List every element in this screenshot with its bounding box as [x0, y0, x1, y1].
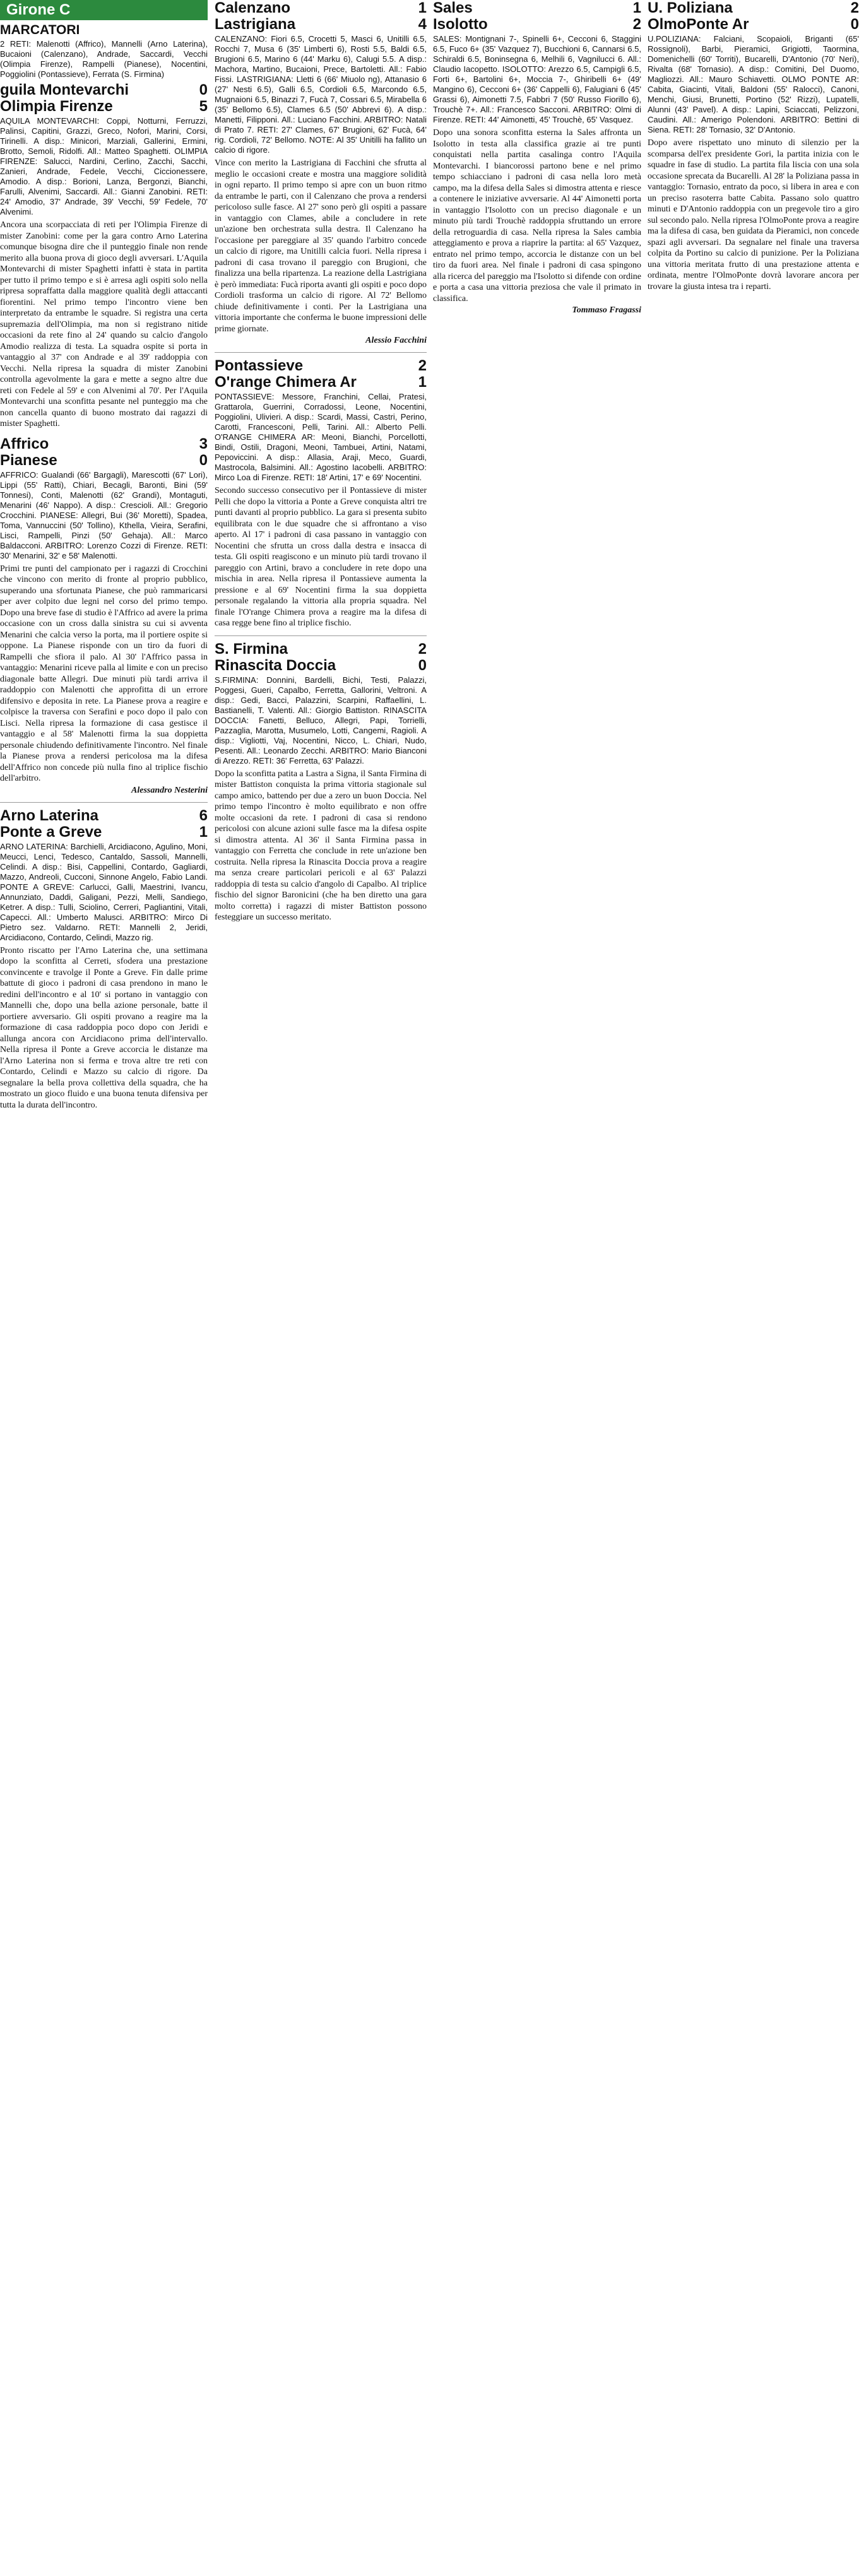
team-row-away: [0, 98, 208, 115]
team-score: 1: [632, 0, 641, 16]
match-report: [0, 82, 208, 430]
match-lineups: S.FIRMINA: Donnini, Bardelli, Bichi, Testi, Palazzi, Poggesi, Gueri, Capalbo, Ferretta, Gallorini, Veltroni. A disp.: Gedi, Bacci, Palazzini, Scarpini, Raffaellini, L. Bastianelli, T. Valenti. All.: Giorgio Battiston. RINASCITA DOCCIA: Fanetti, Belluco, Allegri, Papi, Torrielli, Pazzaglia, Marotta, Musumelo, Lotti, Cangemi, Ragioli. A disp.: Vigliotti, Vaj, Nocentini, Nicco, L. Chiari, Nudo, Pesenti. All.: Leonardo Zecchi. ARBITRO: Mario Bianconi di Arezzo. RETI: 36' Ferretta, 63' Palazzi.: [215, 675, 427, 765]
match-report: [215, 641, 427, 923]
team-name: Lastrigiana: [215, 16, 296, 33]
column-1: [0, 0, 208, 2576]
team-row-home: [648, 0, 859, 16]
column-4: [648, 0, 859, 2576]
team-score: 0: [199, 451, 208, 469]
team-score: 1: [418, 0, 427, 16]
match-lineups: AFFRICO: Gualandi (66' Bargagli), Marescotti (67' Lori), Lippi (55' Ratti), Chiari, Becagli, Baronti, Bini (59' Tonnesi), Conti, Malenotti (62' Grandi), Montaguti, Menarini (46' Nappo). A disp.: Crescioli. All.: Gregorio Crocchini. PIANESE: Allegri, Bui (36' Moretti), Spadea, Toma, Vannuccini (50' Tollino), Kthella, Vieira, Serafini, Lisci, Rampelli, Pinzi (50' Gehaja). All.: Marco Baldacconi. ARBITRO: Lorenzo Cozzi di Firenze. RETI: 30' Menarini, 32' e 58' Malenotti.: [0, 470, 208, 560]
match-lineups: AQUILA MONTEVARCHI: Coppi, Notturni, Ferruzzi, Palinsi, Capitini, Grazzi, Greco, Nofori, Marini, Corsi, Tirinelli. A disp.: Minicori, Marziali, Gallerini, Ermini, Brotto, Semoli, Ridolfi. All.: Matteo Spaghetti. OLIMPIA FIRENZE: Salucci, Nardini, Cerlino, Zacchi, Sacchi, Zanieri, Andrade, Fedele, Vecchi, Ciccionessere, Amodio. A disp.: Borioni, Lanza, Bergonzi, Bianchi, Farulli, Alvenimi, Saccardi. All.: Gianni Zanobini. RETI: 24' Amodio, 37' Andrade, 39' Vecchi, 59' Fedele, 70' Alvenimi.: [0, 116, 208, 216]
team-score: 3: [199, 435, 208, 452]
match-report: [648, 0, 859, 292]
match-report: [0, 808, 208, 1111]
girone-header: Girone C: [0, 0, 208, 20]
team-row-home: [0, 808, 208, 824]
match-lineups: U.POLIZIANA: Falciani, Scopaioli, Briganti (65' Rossignoli), Barbi, Pieramici, Grigiotti, Taormina, Domenichelli (60' Torriti), Bucarelli, D'Antonio (70' Neri), Rivalta (68' Tornasio). A disp.: Comitini, Del Duomo, Magliozzi. All.: Mauro Schiavetti. OLMO PONTE AR: Cabita, Giacinti, Vitali, Baldoni (55' Ralocci), Canoni, Menchi, Giusi, Brunetti, Portino (52' Rizzi), Lupatelli, Alunni (43' Pavel). A disp.: Lapini, Sciaccati, Pelizzoni, Caudini. All.: Amerigo Polendoni. ARBITRO: Bettini di Siena. RETI: 28' Tornasio, 32' D'Antonio.: [648, 34, 859, 134]
team-row-home: [0, 436, 208, 452]
article-author: Tommaso Fragassi: [572, 305, 641, 315]
match-lineups: CALENZANO: Fiori 6.5, Crocetti 5, Masci 6, Unitilli 6.5, Rocchi 7, Musa 6 (35' Limberti 6), Rosti 5.5, Baldi 6.5, Brugioni 6.5, Marino 6 (44' Marku 6), Calugi 5.5. A disp.: Machora, Martino, Bucaioni, Prece, Bartoletti. All.: Fabio Fissi. LASTRIGIANA: Lletti 6 (66' Miuolo ng), Attanasio 6 (27' Nesti 6.5), Galli 6.5, Cordioli 6.5, Marcondo 6.5, Mugnaioni 6.5, Binazzi 7, Fucà 7, Cossari 6.5, Mirabella 6 (35' Bellomo 6.5), Clames 6.5 (50' Abbrevi 6). A disp.: Manetti, Filipponi. All.: Luciano Facchini. ARBITRO: Natali di Prato 7. RETI: 27' Clames, 67' Brugioni, 62' Fucà, 64' rig. Cordioli, 72' Bellomo. NOTE: Al 35' Unitilli ha fallito un calcio di rigore.: [215, 34, 427, 155]
team-name: Affrico: [0, 435, 49, 452]
team-score: 5: [199, 98, 208, 115]
marcatori-text: 2 RETI: Malenotti (Affrico), Mannelli (Arno Laterina), Bucaioni (Calenzano), Andrade, Saccardi, Vecchi (Olimpia Firenze), Rampelli (Pianese), Nocentini, Poggiolini (Pontassieve), Ferrata (S. Firmina): [0, 39, 208, 79]
team-row-away: [433, 16, 641, 33]
team-name: Olimpia Firenze: [0, 98, 113, 115]
match-article: Dopo la sconfitta patita a Lastra a Signa, il Santa Firmina di mister Battiston conquista la prima vittoria stagionale sul campo amico, battendo per due a zero un buon Doccia. Nel primo tempo l'incontro è molto equilibrato e non offre molte occasioni da rete. I padroni di casa si rendono pericolosi con alcune azioni sulle fasce ma la difesa ospite si dimostra attenta. Al 36' il Santa Firmina passa in vantaggio con Ferretta che conclude in rete un'azione ben costruita. Nella ripresa la Rinascita Doccia prova a reagire ma senza creare particolari pericoli e al 63' Palazzi raddoppia di testa su calcio d'angolo di Capalbo. Al triplice fischio del signor Baronicini (che ha ben diretto una gara molto corretta) i ragazzi di mister Battiston possono festeggiare un successo meritato.: [215, 769, 427, 922]
divider: [215, 352, 427, 353]
team-name: Pianese: [0, 451, 57, 469]
team-name: Isolotto: [433, 16, 488, 33]
column-3: [433, 0, 641, 2576]
article-author: Alessio Facchini: [365, 336, 427, 345]
team-name: OlmoPonte Ar: [648, 16, 749, 33]
team-score: 0: [418, 656, 427, 674]
team-name: guila Montevarchi: [0, 81, 129, 98]
match-article: Dopo una sonora sconfitta esterna la Sales affronta un Isolotto in testa alla classifica grazie ai tre punti conquistati nella partita casalinga contro l'Aquila Montevarchi. I biancorossi partono bene e nel primo tempo schiacciano i padroni di casa nella loro metà campo, ma la difesa della Sales si dimostra attenta e riesce a contenere le iniziative avversarie. Al 44' Aimonetti porta in vantaggio l'Isolotto con un preciso diagonale e un minuto più tardi Trouchè raddoppia sfruttando un errore della retroguardia di casa. Nella ripresa la Sales cambia atteggiamento e prova a riaprire la partita: al 65' Vazquez, entrato nel primo tempo, accorcia le distanze con un bel tiro da fuori area. Nel finale i padroni di casa spingono alla ricerca del pareggio ma l'Isolotto si difende con ordine e porta a casa una vittoria preziosa che vale il primato in classifica.: [433, 128, 641, 304]
team-row-away: [215, 16, 427, 33]
team-name: Sales: [433, 0, 473, 16]
team-score: 2: [850, 0, 859, 16]
team-name: Rinascita Doccia: [215, 656, 336, 674]
match-report: [215, 0, 427, 346]
team-score: 2: [418, 357, 427, 374]
team-name: Ponte a Greve: [0, 823, 102, 841]
team-name: U. Poliziana: [648, 0, 733, 16]
article-author: Alessandro Nesterini: [131, 785, 208, 795]
team-row-away: [215, 658, 427, 674]
team-row-home: [215, 641, 427, 658]
team-row-home: [0, 82, 208, 98]
team-score: 1: [199, 823, 208, 841]
team-row-away: [648, 16, 859, 33]
column-2: [215, 0, 427, 2576]
team-name: Pontassieve: [215, 357, 304, 374]
match-report: [215, 358, 427, 629]
team-score: 2: [418, 640, 427, 658]
team-row-home: [433, 0, 641, 16]
team-score: 0: [850, 16, 859, 33]
team-score: 2: [632, 16, 641, 33]
team-name: Calenzano: [215, 0, 291, 16]
team-score: 4: [418, 16, 427, 33]
team-row-away: [215, 374, 427, 391]
match-lineups: SALES: Montignani 7-, Spinelli 6+, Cecconi 6, Staggini 6.5, Fuco 6+ (35' Vazquez 7), Bucchioni 6, Cannarsi 6.5, Schiraldi 6.5, Boninsegna 6, Melhili 6, Vagnilucci 6. All.: Claudio Iacopetto. ISOLOTTO: Arezzo 6.5, Campigli 6.5, Forti 6+, Bartolini 6+, Moccia 7-, Ghiribelli 6+ (49' Mangino 6), Cecconi 6+ (36' Cappelli 6), Falugiani 6 (45' Grassi 6), Aimonetti 7.5, Fabbri 7 (50' Russo Fiorillo 6), Trouchè 7+. All.: Francesco Sacconi. ARBITRO: Olmi di Firenze. RETI: 44' Aimonetti, 45' Trouchè, 65' Vasquez.: [433, 34, 641, 124]
match-article: Dopo avere rispettato uno minuto di silenzio per la scomparsa dell'ex presidente Gori, la partita inizia con le squadre in fase di studio. La partita fila liscia con una sola occasione sprecata da Bucarelli. Al 28' la Poliziana passa in vantaggio: Tornasio, entrato da poco, si libera in area e con un preciso rasoterra batte Cabita. Passano solo quattro minuti e D'Antonio raddoppia con un pregevole tiro a giro sul secondo palo. Nella ripresa l'OlmoPonte prova a reagire ma la difesa di casa, ben guidata da Pieramici, non concede spazi agli avversari. Da segnalare nel finale una traversa colpita da Portino su calcio di punizione. Per la Poliziana una vittoria meritata frutto di una prestazione attenta e ordinata, mentre l'OlmoPonte dovrà lavorare ancora per trovare la giusta intesa tra i reparti.: [648, 138, 859, 292]
team-row-home: [215, 0, 427, 16]
divider: [215, 635, 427, 636]
team-row-home: [215, 358, 427, 374]
team-score: 1: [418, 374, 427, 391]
match-article: Primi tre punti del campionato per i ragazzi di Crocchini che vincono con merito di fronte al proprio pubblico, superando una sfortunata Pianese, che può rammaricarsi per aver colpito due legni nel corso del primo tempo. Dopo una breve fase di studio è l'Affrico ad avere la prima occasione con un cross dalla sinistra su cui si avventa Menarini che calcia verso la porta, ma il portiere ospite si oppone. La Pianese risponde con un tiro da fuori di Rampelli che sfiora il palo. Al 30' l'Affrico passa in vantaggio: Menarini riceve palla al limite e con un preciso diagonale batte Allegri. Due minuti più tardi arriva il raddoppio con Malenotti che approfitta di un errore difensivo e deposita in rete. La Pianese prova a reagire e colpisce la traversa con Serafini e poco dopo il palo con Lisci. Nella ripresa la formazione di casa gestisce il vantaggio e al 58' Malenotti firma la sua doppietta personale chiudendo definitivamente l'incontro. Nel finale la Pianese prova a rendersi pericolosa ma la difesa dell'Affrico non concede più nulla fino al triplice fischio dell'arbitro.: [0, 564, 208, 783]
divider: [0, 802, 208, 803]
team-score: 6: [199, 806, 208, 824]
match-lineups: PONTASSIEVE: Messore, Franchini, Cellai, Pratesi, Grattarola, Guerrini, Corradossi, Leone, Nocentini, Poggiolini, Ulivieri. A disp.: Scardi, Massi, Castri, Perino, Carotti, Francesconi, Pelli, Tarini. All.: Alberto Pelli. O'RANGE CHIMERA AR: Meoni, Bianchi, Porcellotti, Bindi, Ostili, Dragoni, Meoni, Tambuei, Artini, Natami, Pepoviccini. A disp.: Allasia, Araji, Meco, Guardi, Mastrocola, Balsimini. All.: Agostino Iacobelli. ARBITRO: Mirco Loa di Firenze. RETI: 18' Artini, 17' e 69' Nocentini.: [215, 392, 427, 482]
team-name: Arno Laterina: [0, 806, 99, 824]
match-report: [0, 436, 208, 796]
match-article: Ancora una scorpacciata di reti per l'Olimpia Firenze di mister Zanobini: come per la gara contro Arno Laterina comunque bisogna dire che il punteggio finale non rende merito alla buona prova di gioco degli avversari. L'Aquila Montevarchi di mister Spaghetti infatti è stata in partita per tutto il primo tempo e si è arresa agli ospiti solo nella ripresa sopraffatta dalla maggiore qualità degli attaccanti fiorentini. Nel primo tempo l'incontro viene ben interpretato da entrambe le squadre. Si registra una certa supremazia dell'Olimpia, ma non si registrano nitide occasioni da rete fino al 24' quando su calcio d'angolo Amodio realizza di testa. La squadra ospite si porta in vantaggio al 37' con Andrade e al 39' raddoppia con Vecchi. Nella ripresa la squadra di mister Zanobini controlla agevolmente la gara e mette a segno altre due reti con Fedele al 59' e con Alvenimi al 70'. Per l'Aquila Montevarchi una sconfitta pesante nel punteggio ma che non cancella quanto di buono mostrato dai ragazzi di mister Spaghetti.: [0, 220, 208, 428]
match-article: Secondo successo consecutivo per il Pontassieve di mister Pelli che dopo la vittoria a Ponte a Greve conquista altri tre punti davanti al proprio pubblico. La gara si presenta subito equilibrata con le due squadre che si affrontano a viso aperto. Al 17' i padroni di casa passano in vantaggio con Nocentini che sfrutta un cross dalla destra e insacca di testa. Gli ospiti reagiscono e un minuto più tardi trovano il pareggio con Artini, bravo a concludere in rete dopo una mischia in area. Nella ripresa il Pontassieve aumenta la pressione e al 69' Nocentini firma la sua doppietta personale regalando la vittoria alla propria squadra. Nel finale l'O'range Chimera prova a reagire ma la difesa di casa regge bene fino al triplice fischio.: [215, 486, 427, 628]
team-score: 0: [199, 81, 208, 98]
team-row-away: [0, 824, 208, 841]
match-article: Vince con merito la Lastrigiana di Facchini che sfrutta al meglio le occasioni create e mostra una maggiore solidità in ogni reparto. Il primo tempo si apre con un buon ritmo da entrambe le parti, con il Calenzano che prova a rendersi pericoloso sulle fasce. Al 27' sono però gli ospiti a passare in vantaggio con Clames, abile a concludere in rete un'azione ben orchestrata sulla destra. Il Calenzano ha l'occasione per pareggiare al 35' quando l'arbitro concede un calcio di rigore, ma Unitilli calcia fuori. Nella ripresa i padroni di casa trovano il pareggio con Brugioni, che finalizza una bella ripartenza. La reazione della Lastrigiana è però immediata: Fucà riporta avanti gli ospiti e poco dopo Cordioli trasforma un calcio di rigore. Al 72' Bellomo chiude definitivamente i conti. Per la Lastrigiana una vittoria importante che conferma le buone impressioni delle prime giornate.: [215, 158, 427, 334]
team-name: O'range Chimera Ar: [215, 374, 357, 391]
match-report: [433, 0, 641, 316]
team-row-away: [0, 452, 208, 469]
match-lineups: ARNO LATERINA: Barchielli, Arcidiacono, Agulino, Moni, Meucci, Lenci, Tedesco, Cantaldo, Sassoli, Mannelli, Celindi. A disp.: Bisi, Cappellini, Contardo, Gagliardi, Mazzo, Andreoli, Cucconi, Sinnone Angelo, Fabio Landi. PONTE A GREVE: Carlucci, Galli, Maestrini, Ivancu, Annunziato, Daddi, Galigani, Pezzi, Melli, Sandiego, Ketrer. A disp.: Tulli, Sciolino, Cerreri, Pagliantini, Vitali, Capecci. All.: Umberto Malusci. ARBITRO: Mirco Di Pietro sez. Valdarno. RETI: Mannelli 2, Jeridi, Arcidiacono, Contardo, Celindi, Mazzo rig.: [0, 841, 208, 942]
team-name: S. Firmina: [215, 640, 288, 658]
marcatori-title: MARCATORI: [0, 23, 80, 37]
match-article: Pronto riscatto per l'Arno Laterina che, una settimana dopo la sconfitta al Cerreti, sfodera una prestazione convincente e travolge il Ponte a Greve. Fin dalle prime battute di gioco i padroni di casa prendono in mano le redini dell'incontro e al 10' si portano in vantaggio con Mannelli che, dopo una bella azione personale, batte il portiere avversario. Gli ospiti provano a reagire ma la formazione di casa raddoppia poco dopo con Jeridi e allunga ancora con Arcidiacono prima dell'intervallo. Nella ripresa il Ponte a Greve accorcia le distanze ma l'Arno Laterina non si ferma e trova altre tre reti con Contardo, Celindi e Mazzo su calcio di rigore. Da segnalare la bella prova collettiva della squadra, che ha mostrato un gioco fluido e una buona tenuta difensiva per tutta la durata dell'incontro.: [0, 945, 208, 1110]
